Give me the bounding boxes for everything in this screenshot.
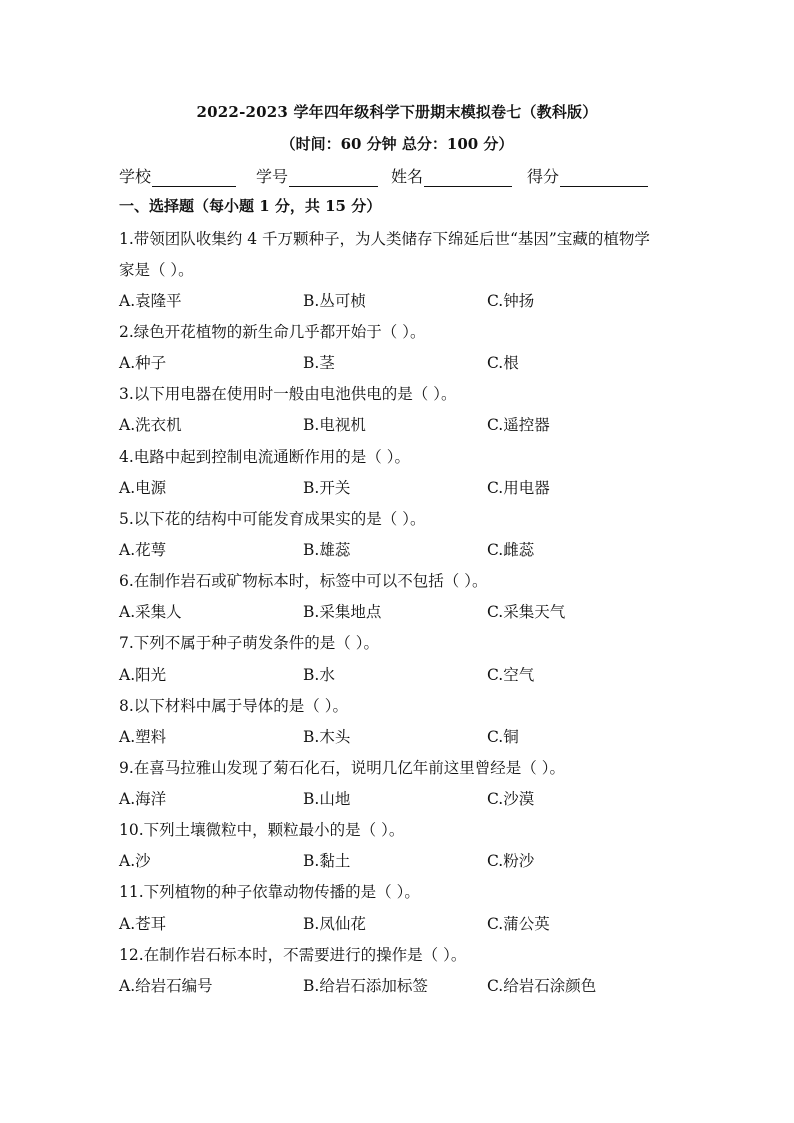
option-b[interactable]: B.给岩石添加标签 [303,977,428,995]
option-a[interactable]: A.塑料 [119,728,167,746]
student-info-row [119,164,679,186]
name-blank[interactable] [424,170,512,187]
option-c[interactable]: C.给岩石涂颜色 [487,977,597,995]
question-stem: 7.下列不属于种子萌发条件的是（ ）。 [119,634,379,652]
school-label: 学校 [119,167,152,186]
question-stem: 12.在制作岩石标本时，不需要进行的操作是（ ）。 [119,946,467,964]
section-heading: 一、选择题（每小题 1 分，共 15 分） [119,197,382,215]
option-a[interactable]: A.阳光 [119,666,167,684]
option-b[interactable]: B.木头 [303,728,351,746]
question-stem: 2.绿色开花植物的新生命几乎都开始于（ ）。 [119,323,426,341]
exam-title: 2022-2023 学年四年级科学下册期末模拟卷七（教科版） [196,103,598,121]
student-id-label: 学号 [256,167,289,186]
option-b[interactable]: B.雄蕊 [303,541,351,559]
question-stem-continued: 家是（ ）。 [119,261,194,279]
option-c[interactable]: C.采集天气 [487,603,566,621]
option-a[interactable]: A.海洋 [119,790,167,808]
option-b[interactable]: B.采集地点 [303,603,382,621]
option-c[interactable]: C.用电器 [487,479,550,497]
option-b[interactable]: B.凤仙花 [303,915,366,933]
score-label: 得分 [527,167,560,186]
option-c[interactable]: C.沙漠 [487,790,535,808]
name-label: 姓名 [391,167,424,186]
option-a[interactable]: A.沙 [119,852,151,870]
question-stem: 8.以下材料中属于导体的是（ ）。 [119,697,348,715]
question-stem: 3.以下用电器在使用时一般由电池供电的是（ ）。 [119,385,457,403]
option-a[interactable]: A.种子 [119,354,167,372]
option-c[interactable]: C.粉沙 [487,852,535,870]
option-b[interactable]: B.电视机 [303,416,366,434]
option-c[interactable]: C.根 [487,354,519,372]
option-c[interactable]: C.铜 [487,728,519,746]
option-a[interactable]: A.苍耳 [119,915,167,933]
option-a[interactable]: A.电源 [119,479,167,497]
student-id-blank[interactable] [289,170,378,187]
option-b[interactable]: B.茎 [303,354,335,372]
question-stem: 6.在制作岩石或矿物标本时，标签中可以不包括（ ）。 [119,572,488,590]
option-b[interactable]: B.水 [303,666,335,684]
student-id-field [256,164,378,187]
exam-subtitle: （时间：60 分钟 总分：100 分） [280,135,514,153]
option-a[interactable]: A.袁隆平 [119,292,182,310]
question-stem: 9.在喜马拉雅山发现了菊石化石，说明几亿年前这里曾经是（ ）。 [119,759,565,777]
option-b[interactable]: B.开关 [303,479,351,497]
option-b[interactable]: B.黏土 [303,852,351,870]
question-stem: 5.以下花的结构中可能发育成果实的是（ ）。 [119,510,426,528]
option-c[interactable]: C.雌蕊 [487,541,535,559]
option-b[interactable]: B.丛可桢 [303,292,366,310]
option-b[interactable]: B.山地 [303,790,351,808]
score-blank[interactable] [560,170,648,187]
school-field [119,164,236,187]
option-a[interactable]: A.洗衣机 [119,416,182,434]
question-stem: 1.带领团队收集约 4 千万颗种子，为人类储存下绵延后世“基因”宝藏的植物学 [119,230,650,248]
score-field [527,164,648,187]
name-field [391,164,512,187]
question-stem: 11.下列植物的种子依靠动物传播的是（ ）。 [119,883,420,901]
option-a[interactable]: A.采集人 [119,603,182,621]
question-stem: 4.电路中起到控制电流通断作用的是（ ）。 [119,448,410,466]
option-a[interactable]: A.花萼 [119,541,167,559]
option-c[interactable]: C.蒲公英 [487,915,550,933]
question-stem: 10.下列土壤微粒中，颗粒最小的是（ ）。 [119,821,405,839]
option-c[interactable]: C.遥控器 [487,416,550,434]
school-blank[interactable] [152,170,236,187]
option-a[interactable]: A.给岩石编号 [119,977,213,995]
option-c[interactable]: C.空气 [487,666,535,684]
option-c[interactable]: C.钟扬 [487,292,535,310]
